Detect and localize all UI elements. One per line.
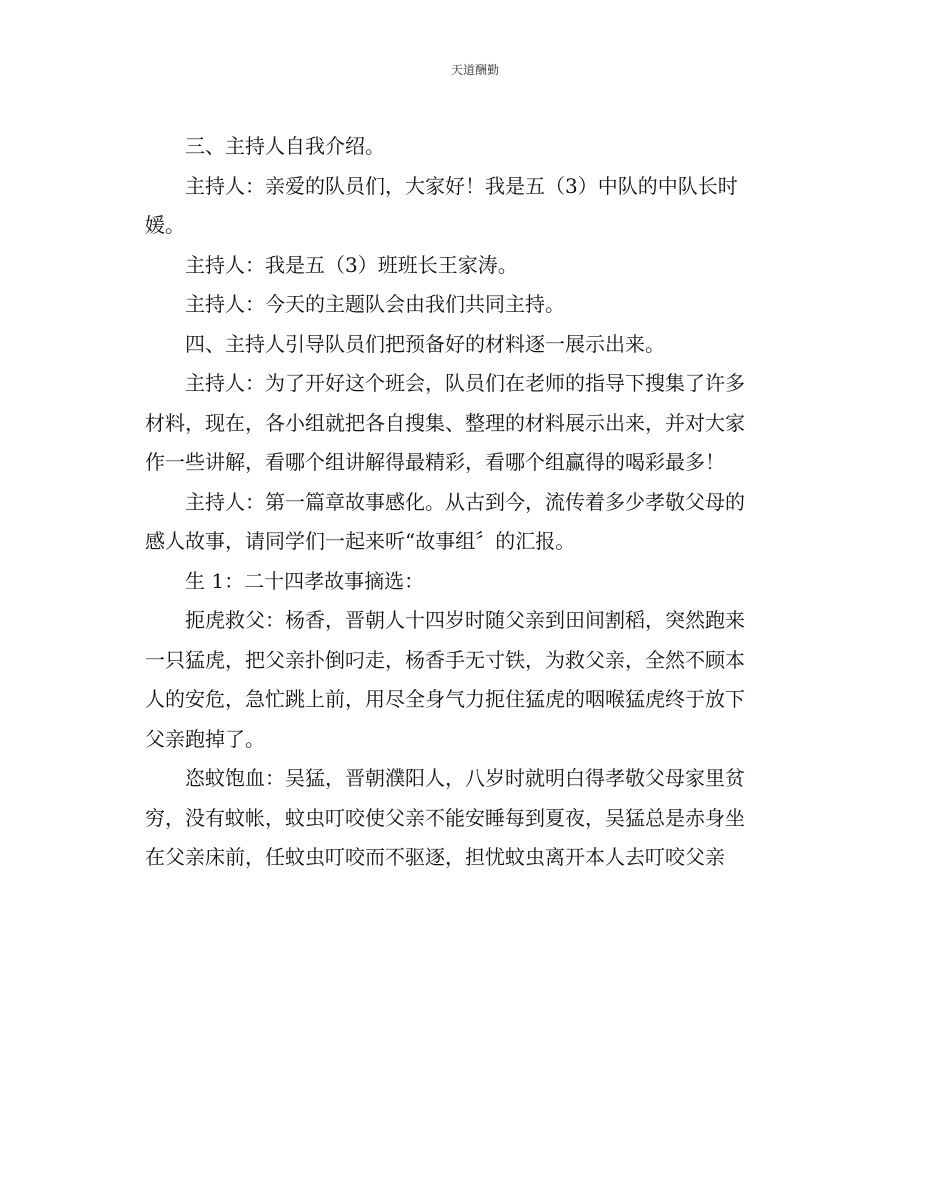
text-line: 生 1：二十四孝故事摘选： [185, 568, 425, 593]
text-line: 扼虎救父：杨香，晋朝人十四岁时随父亲到田间割稻，突然跑来 [185, 608, 745, 632]
text-line: 作一些讲解，看哪个组讲解得最精彩，看哪个组赢得的喝彩最多！ [145, 450, 725, 474]
paragraph [145, 127, 805, 167]
text-line: 主持人：我是五（3）班班长王家涛。 [185, 252, 518, 277]
text-line: 主持人：为了开好这个班会，队员们在老师的指导下搜集了许多 [185, 371, 745, 395]
paragraph [145, 759, 805, 878]
text-line: 人的安危，急忙跳上前，用尽全身气力扼住猛虎的咽喉猛虎终于放下 [145, 687, 745, 711]
text-line: 材料，现在，各小组就把各自搜集、整理的材料展示出来，并对大家 [145, 410, 745, 435]
text-line: 在父亲床前，任蚊虫叮咬而不驱逐，担忧蚊虫离开本人去叮咬父亲 [145, 845, 725, 869]
paragraph [145, 364, 805, 483]
paragraph [145, 483, 805, 562]
paragraph [145, 325, 805, 365]
text-line: 感人故事，请同学们一起来听“故事组〞的汇报。 [145, 529, 576, 553]
text-line: 主持人：第一篇章故事感化。从古到今，流传着多少孝敬父母的 [185, 489, 745, 514]
paragraph [145, 562, 805, 602]
text-line: 穷，没有蚊帐，蚊虫叮咬使父亲不能安睡每到夏夜，吴猛总是赤身坐 [145, 805, 745, 830]
paragraph [145, 285, 805, 325]
text-line: 一只猛虎，把父亲扑倒叼走，杨香手无寸铁，为救父亲，全然不顾本 [145, 647, 745, 672]
document-body [145, 127, 805, 878]
text-line: 四、主持人引导队员们把预备好的材料逐一展示出来。 [185, 331, 665, 356]
paragraph [145, 246, 805, 286]
text-line: 三、主持人自我介绍。 [185, 134, 385, 158]
text-line: 父亲跑掉了。 [145, 726, 265, 751]
text-line: 主持人：亲爱的队员们，大家好！我是五（3）中队的中队长时 [185, 173, 738, 198]
text-line: 媛。 [145, 213, 185, 237]
paragraph [145, 167, 805, 246]
text-line: 主持人：今天的主题队会由我们共同主持。 [185, 292, 565, 316]
text-line: 恣蚊饱血：吴猛，晋朝濮阳人，八岁时就明白得孝敬父母家里贫 [185, 766, 745, 790]
page-header: 天道酬勤 [450, 63, 499, 77]
paragraph [145, 601, 805, 759]
